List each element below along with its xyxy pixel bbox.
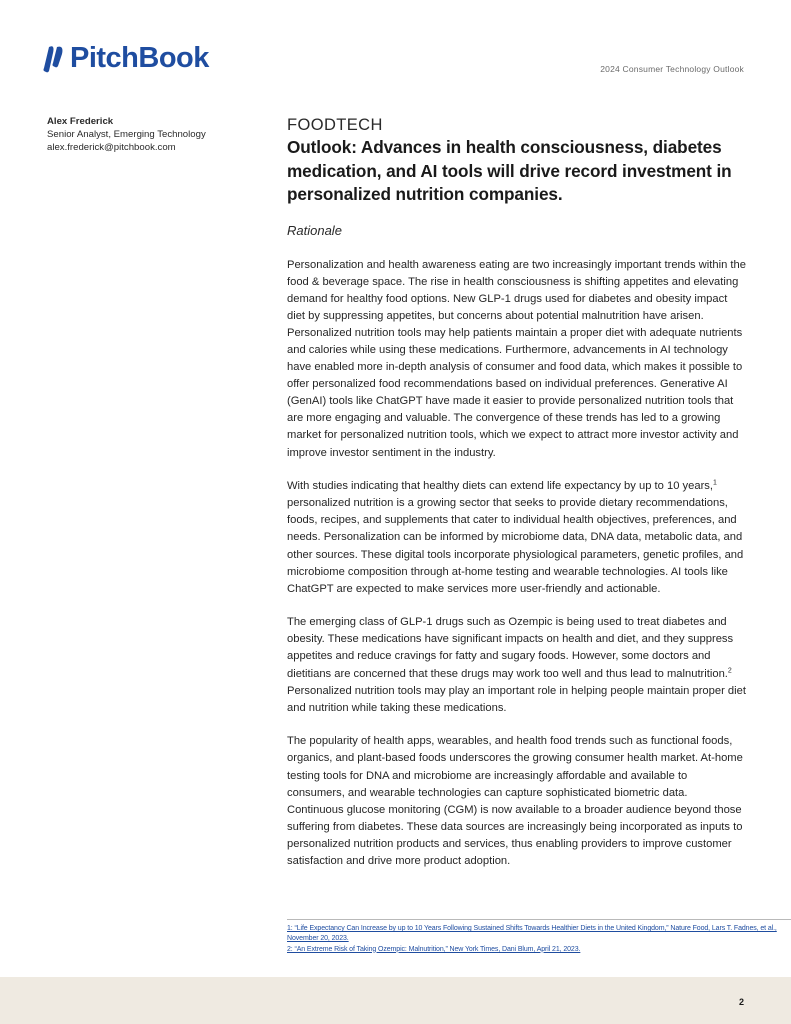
pitchbook-logo-icon	[40, 44, 66, 74]
article	[287, 116, 747, 870]
paragraph-3	[287, 614, 747, 717]
page-number: 2	[738, 997, 744, 1007]
footnote-ref-1[interactable]: 1	[713, 479, 717, 487]
author-email[interactable]: alex.frederick@pitchbook.com	[47, 142, 176, 153]
paragraph-2-text-a: With studies indicating that healthy diets can extend life expectancy by up to 10 years,	[287, 480, 713, 493]
paragraph-1: Personalization and health awareness eating are two increasingly important trends within the food & beverage space. The rise in health consciousness is shifting appetites and elevating demand for healthy food options. New GLP-1 drugs used for diabetes and obesity impact diet by suppressing appetites, but concerns about potential malnutrition have arisen. Personalized nutrition tools may help patients maintain a proper diet with adequate nutrients and calories while using these medications. Furthermore, advancements in AI technology have enabled more in-depth analysis of consumer and food data, which makes it possible to offer personalized food recommendations based on individual preferences. Generative AI (GenAI) tools like ChatGPT have made it easier to provide personalized nutrition tools that are more engaging and valuable. The convergence of these trends has led to a growing market for personalized nutrition tools, which we expect to attract more investor activity and improve investor sentiment in the industry.	[287, 258, 746, 459]
paragraph-4: The popularity of health apps, wearables, and health food trends such as functional foods, organics, and plant-based foods underscores the growing consumer health market. At-home testing tools for DNA and microbiome are increasingly affordable and available to consumers, and wearable technologies can capture sophisticated biometric data. Continuous glucose monitoring (CGM) is now available to a broader audience beyond those suffering from diabetes. These data sources are increasingly being incorporated as inputs to personalized nutrition products and services, thus enabling providers to improve customer satisfaction and drive more product adoption.	[287, 735, 743, 867]
article-headline: Outlook: Advances in health consciousness, diabetes medication, and AI tools will drive record investment in personalized nutrition companies.	[287, 137, 732, 204]
footnotes	[287, 919, 791, 955]
pitchbook-logo	[40, 42, 209, 75]
footnote-1-link[interactable]: 1: “Life Expectancy Can Increase by up to 10 Years Following Sustained Shifts Towards Healthier Diets in the United Kingdom,” Nature Food, Lars T. Fadnes, et al., November 20, 2023.	[287, 925, 777, 943]
brand-name: PitchBook	[70, 42, 209, 74]
paragraph-2-text-b: personalized nutrition is a growing sector that seeks to provide dietary recommendations, foods, recipes, and supplements that cater to individual health objectives, preferences, and needs. Personalization can be informed by microbiome data, DNA data, metabolic data, and other sources. These digital tools incorporate physiological parameters, genetic profiles, and microbiome composition through at-home testing and wearable technologies. AI tools like ChatGPT are expected to make services more user-friendly and actionable.	[287, 497, 744, 595]
footnote-ref-2[interactable]: 2	[727, 666, 732, 674]
author-name: Alex Frederick	[47, 116, 114, 127]
footer-band	[0, 977, 791, 1024]
footnote-2-link[interactable]: 2: “An Extreme Risk of Taking Ozempic: Malnutrition,” New York Times, Dani Blum, April 21, 2023.	[287, 945, 581, 953]
paragraph-3-text-b: Personalized nutrition tools may play an important role in helping people maintain proper diet and nutrition while taking these medications.	[287, 684, 746, 714]
author-title: Senior Analyst, Emerging Technology	[47, 129, 206, 140]
category-label: FOODTECH	[287, 116, 383, 134]
author-block	[47, 115, 206, 154]
report-title: 2024 Consumer Technology Outlook	[600, 64, 744, 74]
paragraph-3-text-a: The emerging class of GLP-1 drugs such as Ozempic is being used to treat diabetes and obesity. These medications have significant impacts on health and diet, and they suppress appetites and reduce cravings for fatty and sugary foods. However, some doctors and dietitians are concerned that these drugs may work too well and thus lead to malnutrition.	[287, 616, 734, 680]
section-subhead: Rationale	[287, 222, 342, 238]
paragraph-2	[287, 478, 747, 598]
